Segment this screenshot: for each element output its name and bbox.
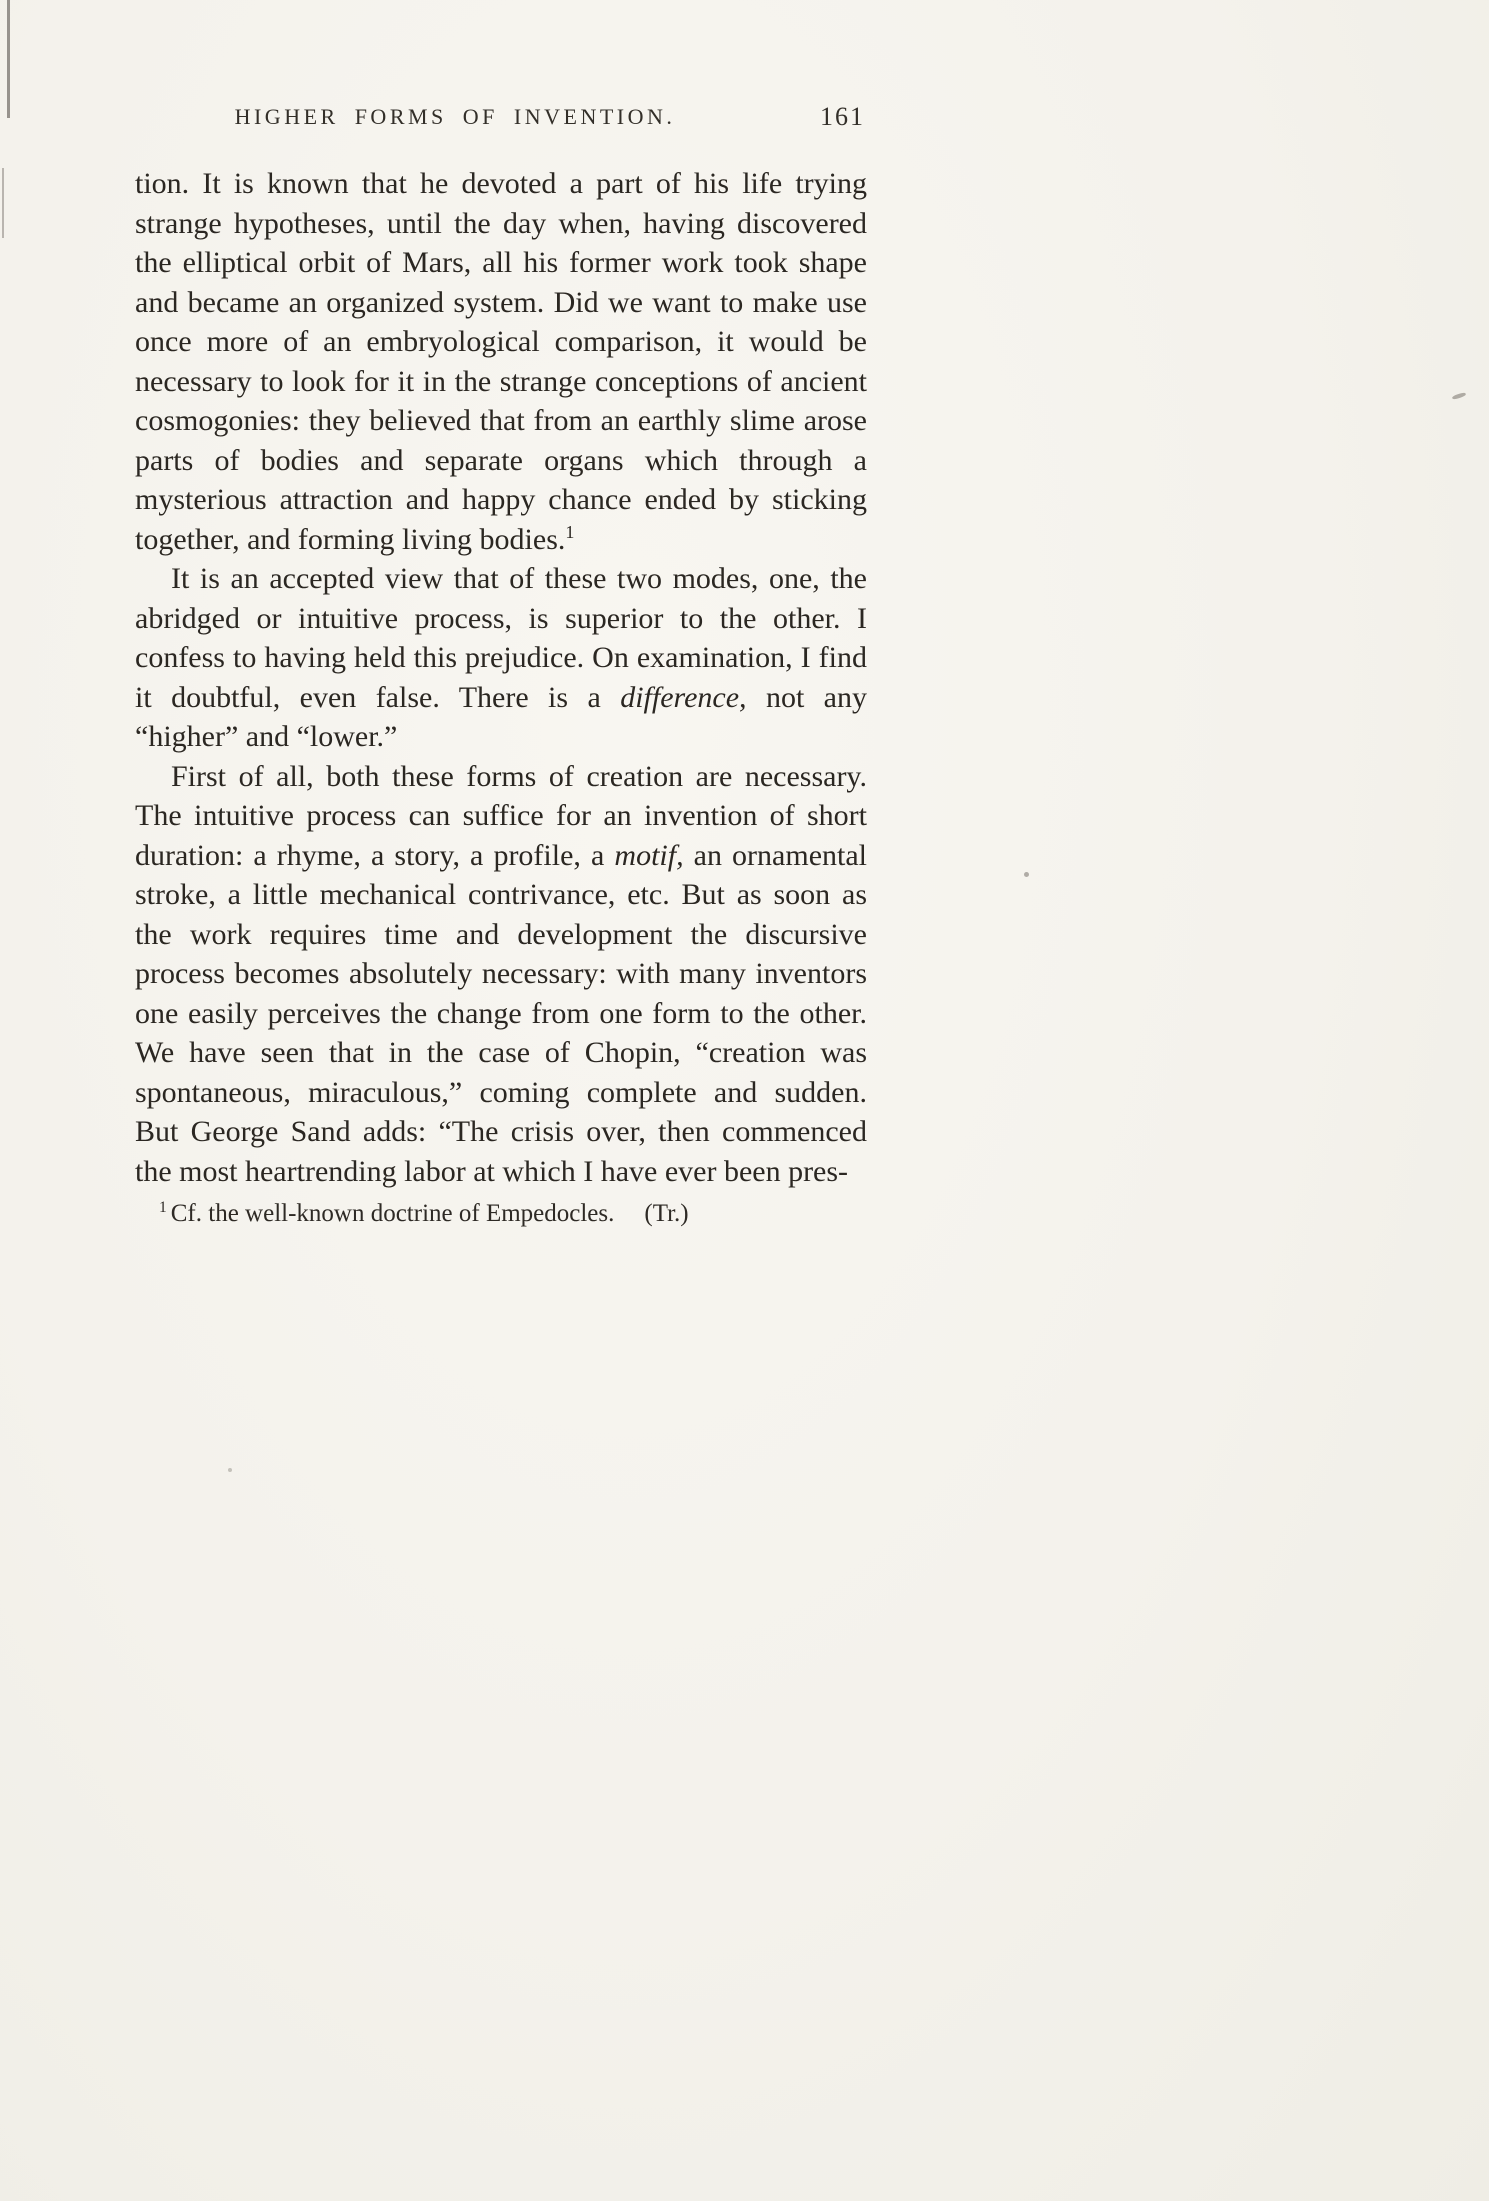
- scan-artifact: [7, 0, 10, 118]
- text-segment: not any “higher” and “lower.”: [135, 680, 868, 753]
- scan-speck: [1024, 872, 1029, 877]
- footnote-text: Cf. the well-known doctrine of Empedocles.: [170, 1200, 615, 1227]
- text-segment: tion. It is known that he devoted a part of his life trying strange hypotheses, until the day when, having discovered the elliptical orbit of Mars, all his former work took shape and became an organized system. Did we want to make use once more of an embryological comparison, it would be necessary to look for it in the strange conceptions of ancient cosmogonies: they believed that from an earthly slime arose parts of bodies and separate organs which through a mysterious attraction and happy chance ended by sticking together, and forming living bodies.: [135, 167, 867, 556]
- footnote-suffix: (Tr.): [644, 1200, 689, 1227]
- italic-text: difference,: [620, 680, 747, 714]
- text-block: [135, 104, 867, 1230]
- paragraph: [135, 164, 867, 559]
- page-number: 161: [820, 102, 865, 131]
- text-segment: an ornamental stroke, a little mechanical contrivance, etc. But as soon as the work requires time and development the discursive process becomes absolutely necessary: with many inventors one easily perceives the change from one form to the other. We have seen that in the case of Chopin, “creation was spontaneous, miraculous,” coming complete and sudden. But George Sand adds: “The crisis over, then commenced the most heartrending labor at which I have ever been pres-: [135, 838, 868, 1188]
- paragraph: [135, 559, 867, 757]
- paragraph: [135, 757, 867, 1192]
- text-segment: It is an accepted view that of these two modes, one, the abridged or intuitive process, is superior to the other. I confess to having held this prejudice. On examination, I find it doubtful, even false. There is a: [135, 562, 867, 714]
- footnote-marker: 1: [159, 1198, 167, 1216]
- running-title: HIGHER FORMS OF INVENTION.: [234, 104, 676, 129]
- body-text: [135, 164, 867, 1191]
- scan-artifact: [2, 168, 4, 238]
- footnote: [135, 1198, 867, 1230]
- italic-text: motif,: [614, 838, 684, 872]
- scan-speck: [228, 1468, 232, 1472]
- scan-speck: [1452, 392, 1467, 400]
- page-header: [135, 104, 867, 138]
- footnote-reference: 1: [565, 521, 575, 542]
- text-segment: First of all, both these forms of creation are necessary. The intuitive process can suffice for an invention of short duration: a rhyme, a story, a profile, a: [135, 759, 867, 872]
